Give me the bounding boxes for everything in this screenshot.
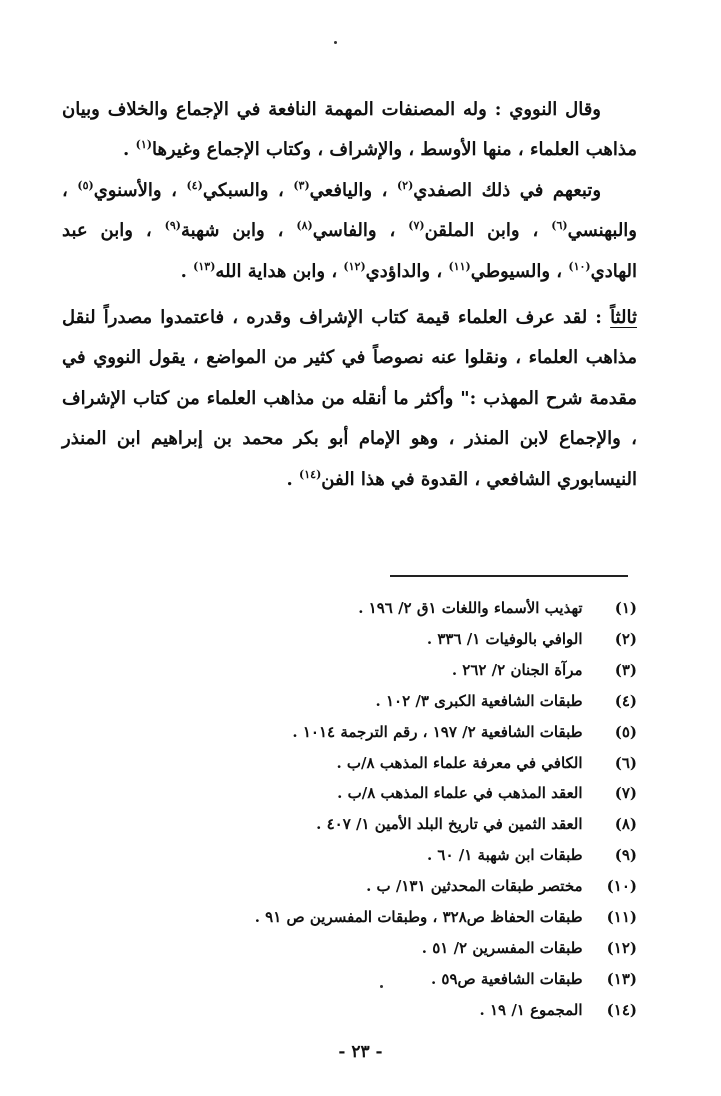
- footnote-ref[interactable]: (١٤): [299, 467, 322, 481]
- footnote-item: [62, 624, 637, 655]
- footnote-item: [62, 717, 637, 748]
- footnote-text: تهذيب الأسماء واللغات ١ق ٢/ ١٩٦ .: [358, 599, 583, 617]
- paragraph-3-text: : لقد عرف العلماء قيمة كتاب الإشراف وقدره ، فاعتمدوا مصدراً لنقل مذاهب العلماء ، ونقلوا عنه نصوصاً في كثير من المواضع ، يقول النووي في مقدمة شرح المهذب :" وأكثر ما أنقله من مذاهب العلماء من كتاب الإشراف ، والإجماع لابن المنذر ، وهو الإمام أبو بكر محمد بن إبراهيم ابن المنذر النيسابوري الشافعي ، القدوة في هذا الفن: [62, 307, 637, 490]
- footnote-item: [62, 809, 637, 840]
- text-segment: ، والداؤدي: [365, 260, 449, 282]
- footnote-text: طبقات ابن شهبة ١/ ٦٠ .: [426, 846, 583, 865]
- paragraph-3: [62, 298, 637, 500]
- footnote-number: (٦): [614, 753, 637, 772]
- footnote-ref[interactable]: (٥): [77, 178, 94, 192]
- footnote-item: [62, 748, 637, 779]
- footnote-ref[interactable]: (٢): [396, 178, 414, 192]
- footnote-ref[interactable]: (٧): [408, 219, 425, 233]
- footnote-ref[interactable]: (١٢): [343, 259, 366, 273]
- footnote-text: الوافي بالوفيات ١/ ٣٣٦ .: [426, 629, 583, 648]
- footnote-number: (٧): [614, 784, 637, 803]
- footnote-text: مرآة الجنان ٢/ ٢٦٢ .: [451, 660, 583, 679]
- footnote-number: (٥): [614, 722, 637, 741]
- text-segment: ، وابن هداية الله: [215, 260, 344, 282]
- footnote-separator: [390, 575, 628, 577]
- footnote-ref[interactable]: (١٣): [193, 259, 216, 273]
- text-segment: ، وابن الملقن: [424, 220, 552, 242]
- footnote-item: [62, 995, 637, 1026]
- text-segment: ، والفاسي: [312, 220, 409, 242]
- paragraph-2: [62, 171, 637, 292]
- punctuation: .: [180, 260, 194, 282]
- footnote-text: طبقات الشافعية ٢/ ١٩٧ ، رقم الترجمة ١٠١٤ .: [292, 722, 583, 741]
- punctuation: .: [123, 139, 136, 161]
- text-segment: ، والسيوطي: [470, 260, 569, 282]
- footnote-item: [62, 778, 637, 809]
- section-heading: ثالثاً: [610, 307, 637, 329]
- footnote-ref[interactable]: (٦): [551, 219, 568, 233]
- footnote-number: (١٢): [606, 938, 637, 957]
- footnote-number: (٣): [614, 660, 637, 679]
- footnote-number: (١٣): [606, 969, 637, 988]
- footnote-text: طبقات الحفاظ ص٣٢٨ ، وطبقات المفسرين ص ٩١ .: [254, 908, 583, 927]
- footnote-number: (١): [614, 599, 637, 617]
- footnote-ref[interactable]: (١): [135, 138, 152, 152]
- footnote-text: طبقات الشافعية الكبرى ٣/ ١٠٢ .: [375, 691, 583, 710]
- footnote-text: مختصر طبقات المحدثين ١٣١/ ب .: [366, 877, 583, 896]
- footnote-ref[interactable]: (٨): [296, 219, 313, 233]
- footnote-item: [62, 593, 637, 624]
- paragraph-1: [62, 90, 637, 171]
- footnote-number: (١٤): [606, 1000, 637, 1019]
- footnote-ref[interactable]: (٩): [164, 219, 181, 233]
- footnote-ref[interactable]: (٣): [293, 178, 310, 192]
- text-segment: ، والسبكي: [202, 179, 294, 201]
- footnote-number: (١٠): [606, 877, 637, 896]
- footnote-number: (٢): [614, 629, 637, 648]
- footnote-text: طبقات الشافعية ص٥٩ .: [430, 969, 583, 988]
- footnote-item: [62, 686, 637, 717]
- main-text: [62, 90, 637, 500]
- punctuation: .: [286, 468, 300, 490]
- footnote-number: (١١): [606, 908, 637, 927]
- footnote-ref[interactable]: (١٠): [568, 259, 591, 273]
- footnote-number: (٨): [614, 815, 637, 834]
- footnote-text: العقد المذهب في علماء المذهب ٨/ب .: [337, 784, 583, 803]
- footnote-text: المجموع ١/ ١٩ .: [479, 1000, 583, 1019]
- footnote-text: الكافي في معرفة علماء المذهب ٨/ب .: [336, 753, 583, 772]
- footnote-item: [62, 902, 637, 933]
- paragraph-1-text: وقال النووي : وله المصنفات المهمة النافعة في الإجماع والخلاف وبيان مذاهب العلماء ، منها الأوسط ، والإشراف ، وكتاب الإجماع وغيرها: [62, 99, 637, 161]
- text-segment: ، والبهنسي: [62, 179, 637, 242]
- footnote-text: العقد الثمين في تاريخ البلد الأمين ١/ ٤٠٧ .: [316, 815, 583, 834]
- footnote-item: [62, 871, 637, 902]
- text-segment: وتبعهم في ذلك الصفدي: [413, 179, 602, 201]
- page-number: - ٢٣ -: [338, 1042, 383, 1062]
- footnote-number: (٤): [614, 691, 637, 710]
- text-segment: ، والأسنوي: [93, 179, 187, 201]
- footnote-text: طبقات المفسرين ٢/ ٥١ .: [421, 938, 583, 957]
- footnote-item: [62, 964, 637, 995]
- footnote-ref[interactable]: (١١): [448, 259, 471, 273]
- footnote-item: [62, 655, 637, 686]
- footnote-number: (٩): [614, 846, 637, 865]
- text-segment: ، وابن عبد الهادي: [62, 220, 637, 282]
- footnote-item: [62, 933, 637, 964]
- text-segment: ، وابن شهبة: [180, 220, 297, 242]
- footnote-item: [62, 840, 637, 871]
- text-segment: ، واليافعي: [309, 179, 397, 201]
- footnotes-list: [62, 593, 637, 1026]
- print-speck: [334, 41, 337, 44]
- footnote-ref[interactable]: (٤): [186, 178, 203, 192]
